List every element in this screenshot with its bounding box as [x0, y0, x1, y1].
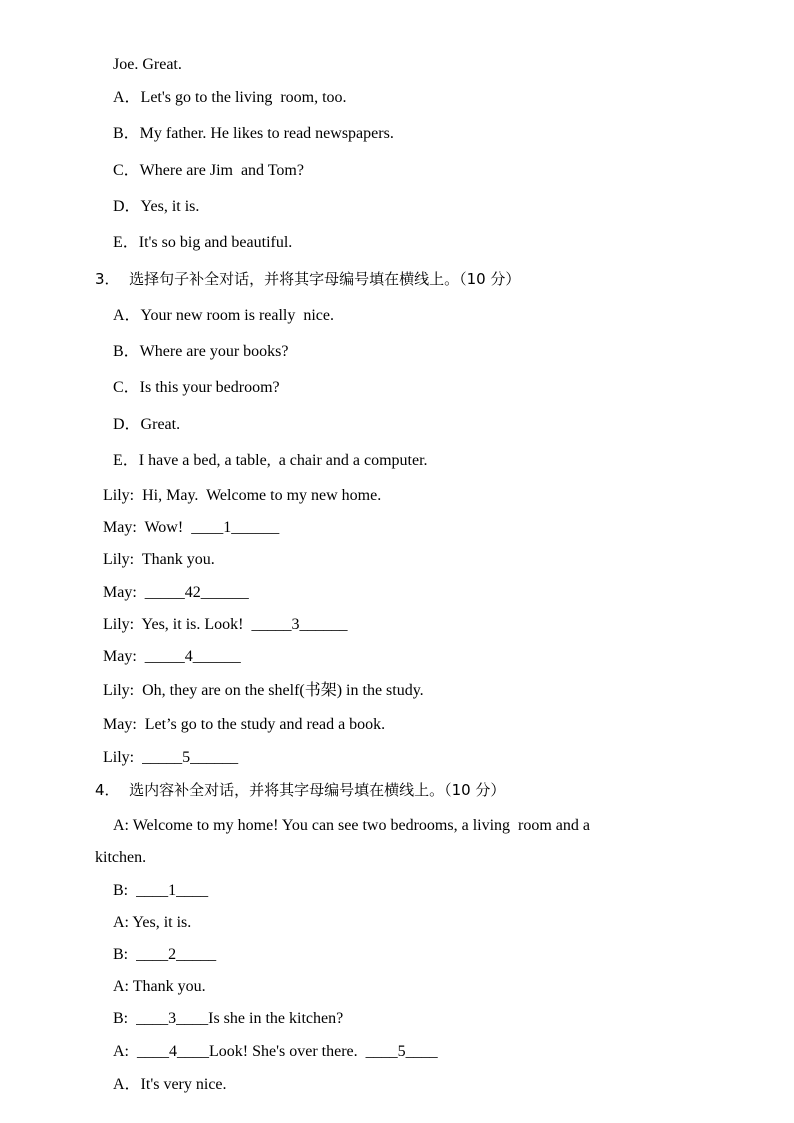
option-a: A．It's very nice.: [113, 1076, 227, 1093]
option-a: A．Your new room is really nice.: [113, 307, 335, 324]
dialogue-line: A: Yes, it is.: [113, 914, 192, 931]
dialogue-line: B: ____1____: [113, 882, 209, 899]
dialogue-line: A: ____4____Look! She's over there. ____5____: [113, 1043, 438, 1060]
dialogue-line: May: Wow! ____1______: [103, 519, 280, 536]
section-4-heading: 4． 选内容补全对话，并将其字母编号填在横线上。（10 分）: [95, 781, 506, 799]
option-d: D．Great.: [113, 416, 181, 433]
section-3-heading: 3． 选择句子补全对话，并将其字母编号填在横线上。（10 分）: [95, 270, 521, 288]
dialogue-line-joe: Joe. Great.: [113, 56, 182, 73]
dialogue-line: Lily: Yes, it is. Look! _____3______: [103, 616, 348, 633]
option-c: C．Is this your bedroom?: [113, 379, 280, 396]
dialogue-line: Lily: Oh, they are on the shelf(书架) in the study.: [103, 682, 424, 699]
dialogue-line: May: _____4______: [103, 648, 241, 665]
dialogue-line: Lily: _____5______: [103, 749, 239, 766]
option-e: E．It's so big and beautiful.: [113, 234, 293, 251]
option-d: D．Yes, it is.: [113, 198, 200, 215]
dialogue-line: Lily: Thank you.: [103, 551, 215, 568]
dialogue-intro: A: Welcome to my home! You can see two bedrooms, a living room and a: [113, 817, 590, 834]
option-b: B．My father. He likes to read newspapers.: [113, 125, 394, 142]
option-c: C．Where are Jim and Tom?: [113, 162, 304, 179]
dialogue-line: B: ____3____Is she in the kitchen?: [113, 1010, 344, 1027]
dialogue-line: Lily: Hi, May. Welcome to my new home.: [103, 487, 382, 504]
option-a: A．Let's go to the living room, too.: [113, 89, 347, 106]
dialogue-line: May: Let’s go to the study and read a book.: [103, 716, 386, 733]
dialogue-line: A: Thank you.: [113, 978, 206, 995]
dialogue-line: B: ____2_____: [113, 946, 217, 963]
option-b: B．Where are your books?: [113, 343, 289, 360]
dialogue-line: May: _____42______: [103, 584, 249, 601]
option-e: E．I have a bed, a table, a chair and a computer.: [113, 452, 428, 469]
dialogue-intro-wrap: kitchen.: [95, 849, 147, 866]
